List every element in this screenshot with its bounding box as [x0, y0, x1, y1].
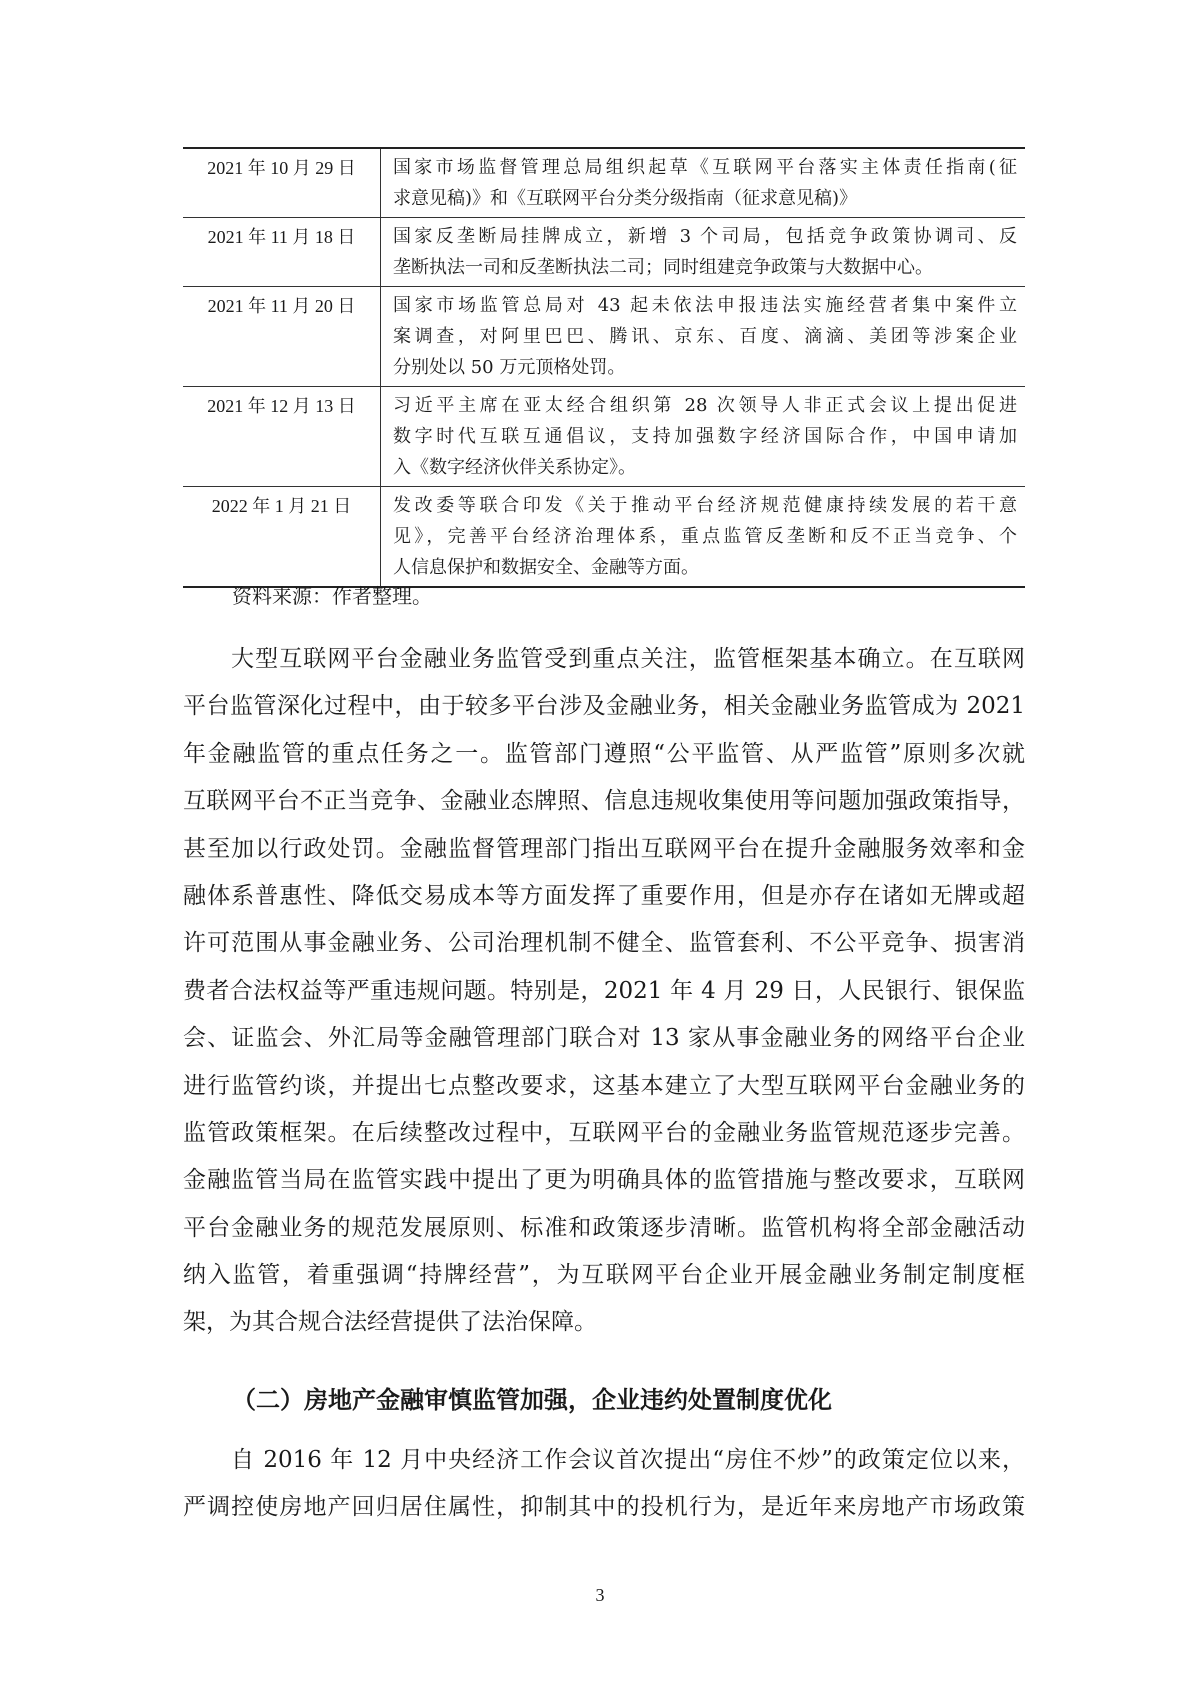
text-line: 年金融监管的重点任务之一。监管部门遵照“公平监管、从严监管”原则多次就 — [183, 740, 1025, 767]
text-line: 架，为其合规合法经营提供了法治保障。 — [183, 1309, 597, 1336]
description-line: 分别处以 50 万元顶格处罚。 — [393, 357, 626, 378]
source-note: 资料来源：作者整理。 — [232, 584, 432, 608]
date-cell: 2021 年 11 月 18 日 — [183, 218, 381, 286]
description-line: 习近平主席在亚太经合组织第 28 次领导人非正式会议上提出促进 — [393, 395, 1017, 416]
text-line: 融体系普惠性、降低交易成本等方面发挥了重要作用，但是亦存在诸如无牌或超 — [183, 882, 1025, 909]
body-paragraph-2 — [183, 1437, 1025, 1532]
description-line: 垄断执法一司和反垄断执法二司；同时组建竞争政策与大数据中心。 — [393, 257, 933, 278]
text-line: 平台金融业务的规范发展原则、标准和政策逐步清晰。监管机构将全部金融活动 — [183, 1214, 1025, 1241]
text-line: 费者合法权益等严重违规问题。特别是，2021 年 4 月 29 日，人民银行、银保监 — [183, 977, 1025, 1004]
text-line: 许可范围从事金融业务、公司治理机制不健全、监管套利、不公平竞争、损害消 — [183, 930, 1025, 957]
description-cell — [381, 287, 1025, 386]
description-line: 国家市场监管总局对 43 起未依法申报违法实施经营者集中案件立 — [393, 295, 1017, 316]
description-cell — [381, 149, 1025, 217]
text-line: 进行监管约谈，并提出七点整改要求，这基本建立了大型互联网平台金融业务的 — [183, 1072, 1025, 1099]
text-line: 互联网平台不正当竞争、金融业态牌照、信息违规收集使用等问题加强政策指导， — [183, 788, 1025, 815]
table-row — [183, 486, 1025, 586]
body-paragraph-1 — [183, 636, 1025, 1347]
page-number: 3 — [595, 1585, 605, 1605]
text-line: 大型互联网平台金融业务监管受到重点关注，监管框架基本确立。在互联网 — [231, 646, 1025, 672]
description-line: 国家反垄断局挂牌成立，新增 3 个司局，包括竞争政策协调司、反 — [393, 226, 1017, 247]
text-line: 监管政策框架。在后续整改过程中，互联网平台的金融业务监管规范逐步完善。 — [183, 1119, 1025, 1146]
description-line: 发改委等联合印发《关于推动平台经济规范健康持续发展的若干意 — [393, 495, 1017, 516]
date-cell: 2021 年 11 月 20 日 — [183, 287, 381, 386]
description-line: 入《数字经济伙伴关系协定》。 — [393, 457, 636, 478]
date-cell: 2021 年 10 月 29 日 — [183, 149, 381, 217]
description-line: 案调查，对阿里巴巴、腾讯、京东、百度、滴滴、美团等涉案企业 — [393, 326, 1017, 347]
text-line: 会、证监会、外汇局等金融管理部门联合对 13 家从事金融业务的网络平台企业 — [183, 1025, 1025, 1052]
text-line: 甚至加以行政处罚。金融监督管理部门指出互联网平台在提升金融服务效率和金 — [183, 835, 1025, 862]
policy-timeline-table — [183, 147, 1025, 588]
text-line: 平台监管深化过程中，由于较多平台涉及金融业务，相关金融业务监管成为 2021 — [183, 693, 1025, 720]
table-row — [183, 149, 1025, 217]
section-heading: （二）房地产金融审慎监管加强，企业违约处置制度优化 — [232, 1386, 832, 1414]
description-cell — [381, 218, 1025, 286]
description-line: 国家市场监督管理总局组织起草《互联网平台落实主体责任指南(征 — [393, 157, 1017, 178]
text-line: 自 2016 年 12 月中央经济工作会议首次提出“房住不炒”的政策定位以来， — [231, 1447, 1025, 1473]
text-line: 金融监管当局在监管实践中提出了更为明确具体的监管措施与整改要求，互联网 — [183, 1167, 1025, 1194]
description-line: 求意见稿)》和《互联网平台分类分级指南（征求意见稿)》 — [393, 188, 858, 209]
text-line: 纳入监管，着重强调“持牌经营”，为互联网平台企业开展金融业务制定制度框 — [183, 1262, 1025, 1289]
date-cell: 2022 年 1 月 21 日 — [183, 487, 381, 586]
table-row — [183, 286, 1025, 386]
description-line: 数字时代互联互通倡议，支持加强数字经济国际合作，中国申请加 — [393, 426, 1017, 447]
description-cell — [381, 387, 1025, 486]
text-line: 严调控使房地产回归居住属性，抑制其中的投机行为，是近年来房地产市场政策 — [183, 1494, 1025, 1521]
date-cell: 2021 年 12 月 13 日 — [183, 387, 381, 486]
table-row — [183, 386, 1025, 486]
description-line: 人信息保护和数据安全、金融等方面。 — [393, 557, 699, 578]
description-line: 见》，完善平台经济治理体系，重点监管反垄断和反不正当竞争、个 — [393, 526, 1017, 547]
description-cell — [381, 487, 1025, 586]
table-row — [183, 217, 1025, 286]
